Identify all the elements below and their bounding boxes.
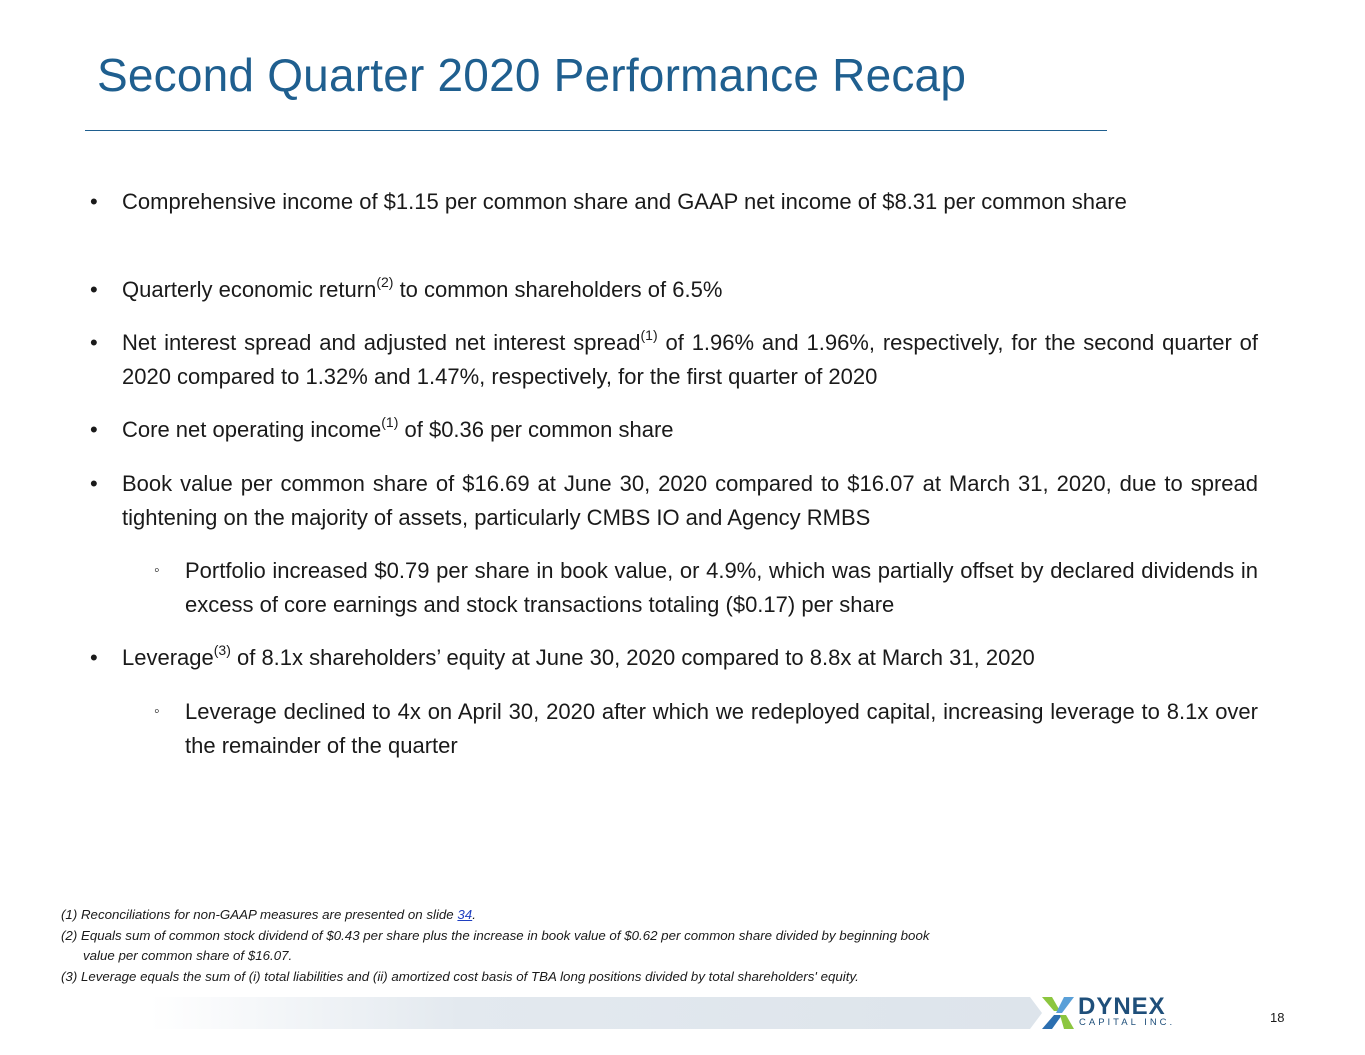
- footnote-text: (1) Reconciliations for non-GAAP measures are presented on slide: [61, 907, 458, 922]
- logo-wordmark: DYNEX: [1078, 993, 1166, 1020]
- bullet-book-value: Book value per common share of $16.69 at June 30, 2020 compared to $16.07 at March 31, 2020, due to spread tightening on the majority of assets, particularly CMBS IO and Agency RMBS: [122, 471, 1258, 530]
- footnote-2: (2) Equals sum of common stock dividend of $0.43 per share plus the increase in book value of $0.62 per common share divided by beginning book: [61, 927, 930, 943]
- bullet-marker: •: [90, 471, 98, 496]
- footnotes: [61, 905, 1141, 987]
- footnote-ref: (1): [381, 413, 399, 430]
- footnote-ref: (3): [213, 641, 231, 658]
- bullet-text: of 1.96% and 1.96%, respectively, for the second quarter of 2020 compared to 1.32% and 1.47%, respectively, for the first quarter of 2020: [122, 330, 1259, 389]
- bullet-comprehensive-income: Comprehensive income of $1.15 per common share and GAAP net income of $8.31 per common share: [122, 189, 1127, 214]
- sub-bullet-marker: ◦: [154, 703, 160, 720]
- footnote-ref: (2): [376, 273, 394, 290]
- dynex-mark-icon: [1040, 995, 1076, 1031]
- bullet-core-net-operating-income: [122, 413, 1258, 447]
- bullet-marker: •: [90, 645, 98, 670]
- bullet-text: Quarterly economic return: [122, 277, 377, 302]
- bullet-marker: •: [90, 330, 98, 355]
- footnote-ref: (1): [640, 326, 658, 343]
- title-divider: [85, 130, 1107, 131]
- bullet-leverage: [122, 641, 1258, 675]
- bullet-marker: •: [90, 189, 98, 214]
- sub-bullet-marker: ◦: [154, 562, 160, 579]
- footnote-3: (3) Leverage equals the sum of (i) total liabilities and (ii) amortized cost basis of TBA long positions divided by total shareholders' equity.: [61, 968, 859, 984]
- bullet-text: to common shareholders of 6.5%: [393, 277, 723, 302]
- footnote-text: .: [472, 907, 476, 922]
- footer-band: [150, 997, 1030, 1029]
- dynex-logo: [1040, 995, 1180, 1031]
- bullet-text: Net interest spread and adjusted net interest spread: [122, 330, 641, 355]
- bullet-text: Core net operating income: [122, 417, 382, 442]
- footnote-1: [61, 905, 1141, 926]
- bullet-marker: •: [90, 417, 98, 442]
- sub-bullet-leverage-declined: Leverage declined to 4x on April 30, 2020 after which we redeployed capital, increasing leverage to 8.1x over the remainder of the quarter: [185, 699, 1258, 758]
- bullet-text: Leverage: [122, 645, 214, 670]
- footnote-2-continued: value per common share of $16.07.: [83, 948, 293, 963]
- slide-link[interactable]: 34: [457, 907, 473, 922]
- page-number: 18: [1270, 1010, 1285, 1025]
- page-title: Second Quarter 2020 Performance Recap: [97, 49, 967, 101]
- sub-bullet-portfolio: Portfolio increased $0.79 per share in book value, or 4.9%, which was partially offset by declared dividends in excess of core earnings and stock transactions totaling ($0.17) per share: [185, 558, 1258, 617]
- bullet-text: of 8.1x shareholders’ equity at June 30, 2020 compared to 8.8x at March 31, 2020: [230, 645, 1035, 670]
- bullet-net-interest-spread: [122, 326, 1258, 394]
- bullet-economic-return: [122, 273, 1258, 307]
- bullet-marker: •: [90, 277, 98, 302]
- logo-subtitle: CAPITAL INC.: [1079, 1017, 1176, 1028]
- bullet-text: of $0.36 per common share: [398, 417, 674, 442]
